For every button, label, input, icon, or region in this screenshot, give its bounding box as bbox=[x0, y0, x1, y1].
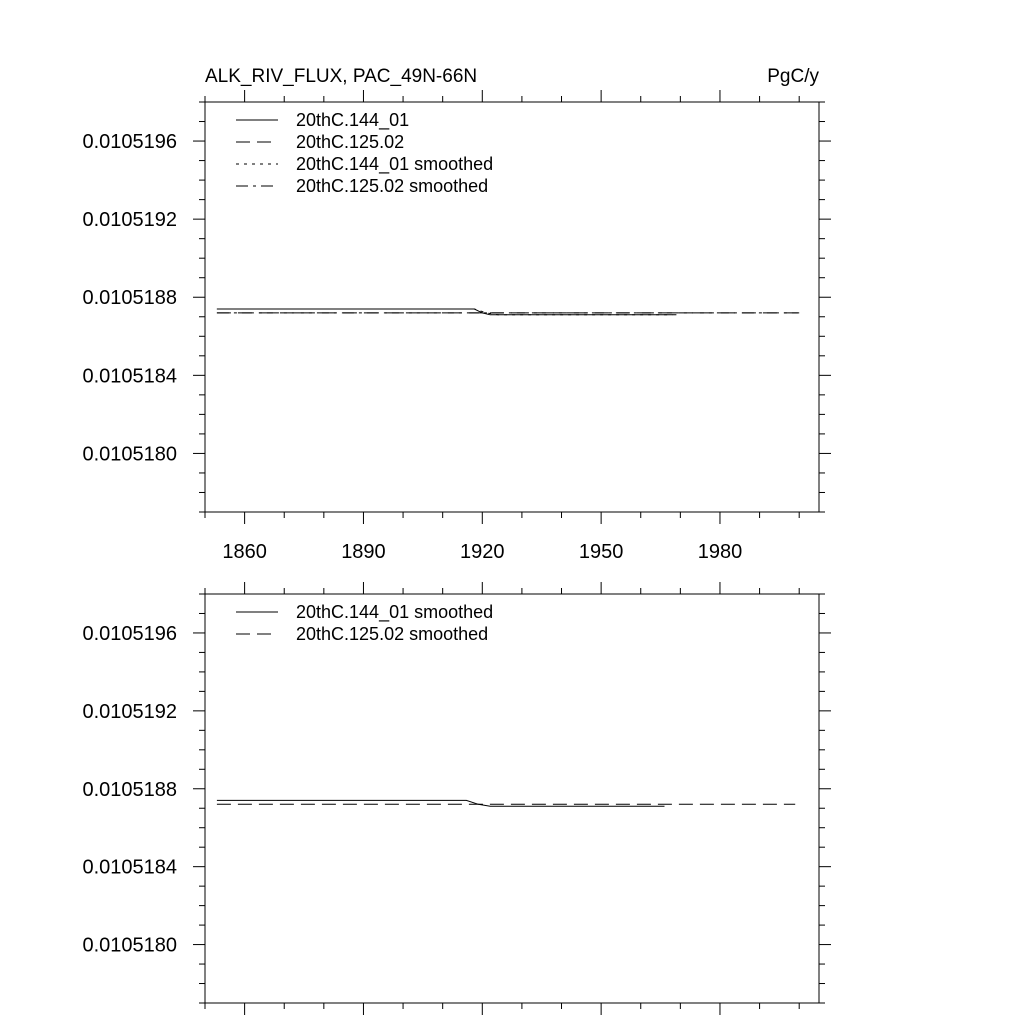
ytick-label: 0.0105184 bbox=[82, 365, 177, 388]
ytick-label: 0.0105188 bbox=[82, 287, 177, 310]
ytick-label: 0.0105192 bbox=[82, 700, 177, 723]
legend-label: 20thC.125.02 smoothed bbox=[296, 176, 489, 196]
legend-label: 20thC.144_01 bbox=[296, 110, 410, 130]
series-line-2 bbox=[217, 309, 673, 315]
plot-frame bbox=[205, 594, 819, 1003]
legend-label: 20thC.144_01 smoothed bbox=[296, 602, 494, 622]
ytick-label: 0.0105180 bbox=[82, 443, 177, 466]
ytick-label: 0.0105192 bbox=[82, 209, 177, 232]
legend-label: 20thC.125.02 bbox=[296, 132, 405, 152]
chart-units: PgC/y bbox=[767, 66, 819, 87]
series-line-0 bbox=[217, 309, 677, 315]
xtick-label: 1890 bbox=[341, 541, 386, 563]
legend-label: 20thC.144_01 smoothed bbox=[296, 154, 494, 174]
ytick-label: 0.0105196 bbox=[82, 131, 177, 154]
bottom-panel bbox=[82, 582, 831, 1015]
ytick-label: 0.0105184 bbox=[82, 856, 177, 879]
top-panel bbox=[82, 90, 831, 563]
ytick-label: 0.0105196 bbox=[82, 622, 177, 645]
xtick-label: 1860 bbox=[222, 541, 267, 563]
ytick-label: 0.0105180 bbox=[82, 934, 177, 957]
ytick-label: 0.0105188 bbox=[82, 778, 177, 801]
xtick-label: 1950 bbox=[578, 541, 624, 563]
xtick-label: 1920 bbox=[460, 541, 505, 563]
series-line-0 bbox=[217, 800, 665, 806]
chart-title: ALK_RIV_FLUX, PAC_49N-66N bbox=[205, 66, 478, 87]
xtick-label: 1980 bbox=[697, 541, 743, 563]
legend-label: 20thC.125.02 smoothed bbox=[296, 624, 489, 644]
